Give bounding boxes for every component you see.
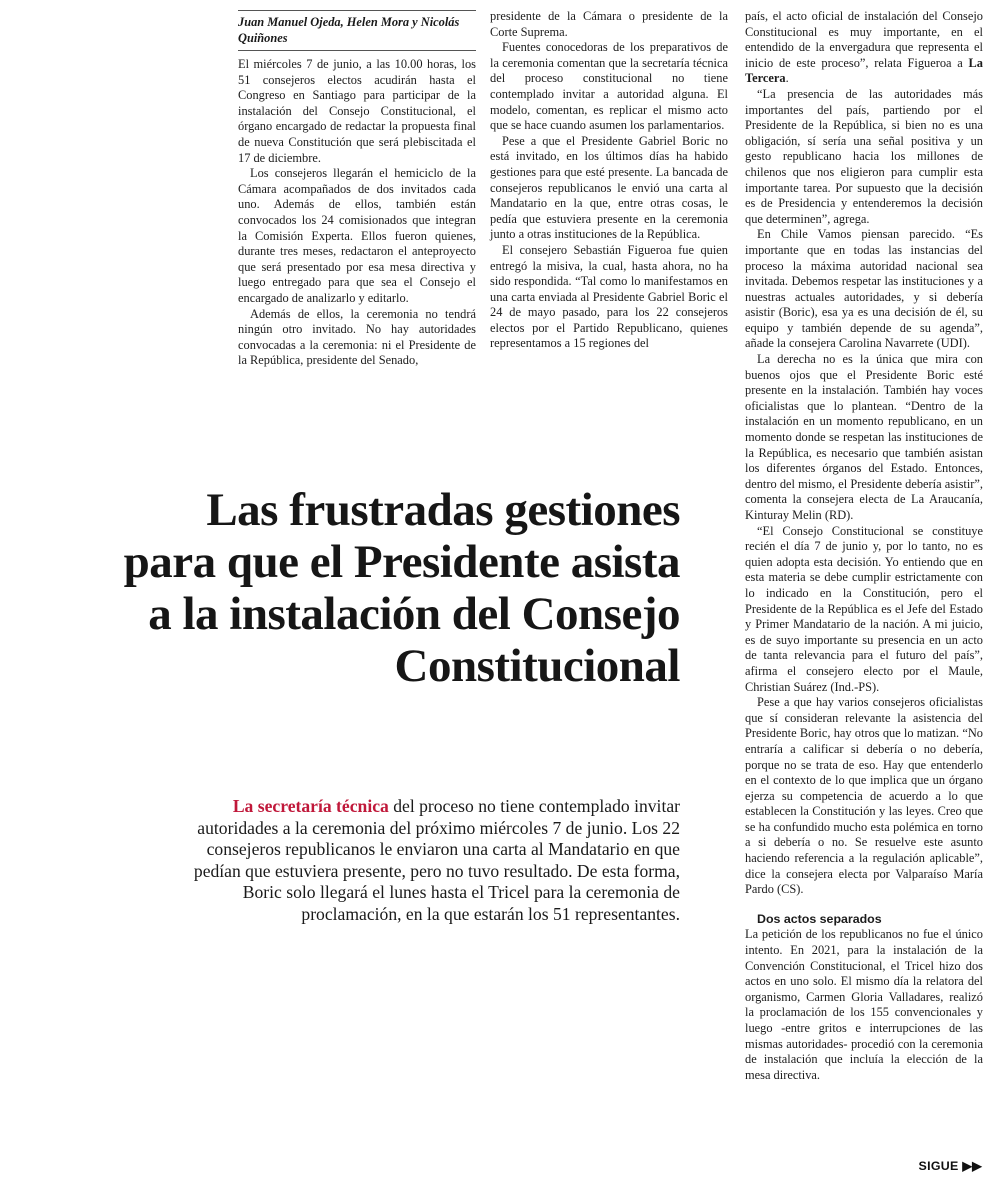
article-column-1 [238, 57, 476, 369]
paragraph: El consejero Sebastián Figueroa fue quien entregó la misiva, la cual, hasta ahora, no ha sido respondida. “Tal como lo manifestamos en una carta enviada al Presidente Gabriel Boric el 24 de mayo pasado, para los 22 consejeros electos por el Partido Republicano, quienes representamos a 15 regiones del [490, 242, 728, 351]
paragraph: Además de ellos, la ceremonia no tendrá ningún otro invitado. No hay autoridades convocadas a la ceremonia: ni el Presidente de la República, presidente del Senado, [238, 306, 476, 368]
section-subhead: Dos actos separados [757, 911, 882, 926]
paragraph-text: . [785, 71, 789, 86]
lede-accent: La secretaría técnica [232, 796, 389, 816]
paragraph: Los consejeros llegarán el hemiciclo de la Cámara acompañados de dos invitados cada uno. Además de ellos, también están convocados los 24 comisionados que integran la Comisión Experta. Ellos fueron quienes, durante tres meses, redactaron el anteproyecto que será presentado por esa mesa directiva y luego entregado para que sea el Consejo el encargado de analizarlo y editarlo. [238, 166, 476, 305]
paragraph: Fuentes conocedoras de los preparativos de la ceremonia comentan que la secretaría técnica del proceso constitucional no tiene contemplado invitar a autoridad alguna. El modelo, comentan, es replicar el mismo acto que se hace cuando asumen los parlamentarios. [490, 40, 728, 133]
paragraph: El miércoles 7 de junio, a las 10.00 horas, los 51 consejeros electos acudirán hasta el Congreso en Santiago para participar de la instalación del Consejo Constitucional, el órgano encargado de redactar la propuesta final de nueva Constitución que será plebiscitada el 17 de diciembre. [238, 57, 476, 165]
paragraph: En Chile Vamos piensan parecido. “Es importante que en todas las instancias del proceso la máxima autoridad nacional sea invitada. Debemos respetar las instituciones y a nuestras actuales autoridades, y si debería asistir (Boric), esa ya es una decisión de él, su equipo y también depende de su agenda”, añade la consejera Carolina Navarrete (UDI). [745, 227, 983, 351]
newspaper-name: La Tercera [745, 55, 983, 86]
paragraph-text: país, el acto oficial de instalación del Consejo Constitucional es muy importante, en el entendido de la envergadura que representa el inicio de este proceso”, relata Figueroa a [745, 9, 983, 70]
lede [180, 796, 680, 926]
continue-label: SIGUE ▶▶ [918, 1159, 982, 1173]
paragraph: presidente de la Cámara o presidente de la Corte Suprema. [490, 9, 728, 39]
paragraph [745, 9, 983, 87]
paragraph: La derecha no es la única que mira con buenos ojos que el Presidente Boric esté presente en la instalación. También hay voces oficialistas que lo plantean. “Dentro de la instalación en un momento republicano, en un momento donde se respetan las instituciones de la República, es necesario que también asistan los diferentes órganos del Estado. Entonces, dentro del mismo, el Presidente debería asistir”, comenta la consejera electa de La Araucanía, Kinturay Melin (RD). [745, 352, 983, 522]
paragraph: La petición de los republicanos no fue el único intento. En 2021, para la instalación de la Convención Constitucional, el Tricel hizo dos actos en uno solo. El mismo día la relatora del organismo, Carmen Gloria Valladares, realizó la proclamación de los 155 convencionales y luego -entre gritos e interrupciones de las mismas autoridades- procedió con la ceremonia de instalación que incluía la elección de la mesa directiva. [745, 927, 983, 1082]
byline: Juan Manuel Ojeda, Helen Mora y Nicolás Quiñones [238, 10, 476, 51]
paragraph: Pese a que hay varios consejeros oficialistas que sí consideran relevante la asistencia del Presidente Boric, hay otros que lo matizan. “No entraría a calificar si debería o no debería, porque no se trata de eso. Hay que entenderlo en el contexto de lo que implica que un órgano ejerza su competencia de acuerdo a lo que establecen la Constitución y las leyes. Creo que se ha confundido mucho esta polémica en torno a si debería o no. Se resuelve este asunto haciendo referencia a la regulación aplicable”, dice la consejera electa por Valparaíso María Pardo (CS). [745, 695, 983, 897]
paragraph: “La presencia de las autoridades más importantes del país, partiendo por el Presidente de la República, si bien no es una obligación, sí sería una señal positiva y un gesto republicano hacia los millones de chilenos que nos eligieron para cumplir esta importante tarea. Por supuesto que la decisión es de Presidencia y entenderemos la decisión que determinen”, agrega. [745, 86, 983, 226]
headline: Las frustradas gestiones para que el Presidente asista a la instalación del Consejo Constitucional [123, 484, 680, 692]
lede-text: del proceso no tiene contemplado invitar autoridades a la ceremonia del próximo miércoles 7 de junio. Los 22 consejeros republicanos le enviaron una carta al Mandatario en que pedían que estuviera presente, pero no tuvo resultado. De esta forma, Boric solo llegará el lunes hasta el Tricel para la ceremonia de proclamación, en la que estarán los 51 representantes. [193, 796, 680, 924]
article-column-2 [490, 9, 728, 352]
paragraph: Pese a que el Presidente Gabriel Boric no está invitado, en los últimos días ha habido gestiones para que esté presente. La bancada de consejeros republicanos le envió una carta al Mandatario en la que, entre otras cosas, le pedía que estuviera presente en la ceremonia junto a otras instituciones de la República. [490, 133, 728, 242]
article-column-3 [745, 9, 983, 1083]
paragraph: “El Consejo Constitucional se constituye recién el día 7 de junio y, por lo tanto, no es quien adopta esta decisión. Yo entiendo que en esta materia se debe cumplir estrictamente con lo indicado en la Constitución, pero el Presidente de la República es el Jefe del Estado y Primer Mandatario de la nación. A mi juicio, es de suyo importante su presencia en un acto de tanta relevancia para el futuro del país”, afirma el consejero electo por el Maule, Christian Suárez (Ind.-PS). [745, 523, 983, 694]
